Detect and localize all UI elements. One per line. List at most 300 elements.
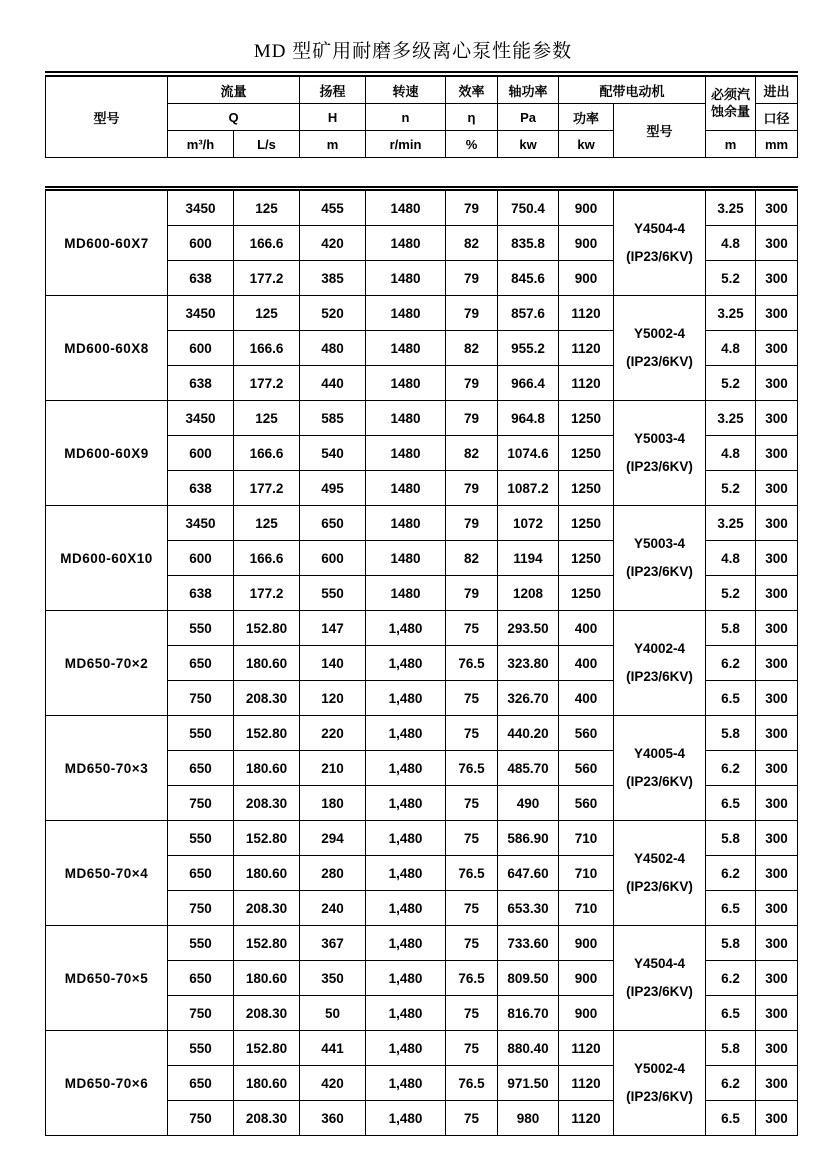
npsh-cell: 5.8 — [706, 716, 756, 751]
flow-ls-cell: 152.80 — [234, 716, 300, 751]
shaft-power-cell: 880.40 — [498, 1031, 559, 1066]
unit-ls: L/s — [234, 131, 300, 158]
head-cell: 240 — [300, 891, 366, 926]
flow-m3h-cell: 3450 — [168, 506, 234, 541]
shaft-power-cell: 293.50 — [498, 611, 559, 646]
head-cell: 440 — [300, 366, 366, 401]
head-cell: 420 — [300, 1066, 366, 1101]
port-diameter-cell: 300 — [756, 576, 798, 611]
speed-cell: 1,480 — [366, 961, 446, 996]
efficiency-cell: 75 — [446, 681, 498, 716]
col-header-speed: 转速 — [366, 74, 446, 104]
port-diameter-cell: 300 — [756, 611, 798, 646]
flow-ls-cell: 177.2 — [234, 576, 300, 611]
flow-ls-cell: 180.60 — [234, 1066, 300, 1101]
speed-cell: 1480 — [366, 401, 446, 436]
efficiency-cell: 75 — [446, 786, 498, 821]
motor-power-cell: 400 — [559, 611, 614, 646]
flow-m3h-cell: 600 — [168, 436, 234, 471]
npsh-label-line1: 必须汽 — [711, 87, 751, 103]
npsh-cell: 6.2 — [706, 961, 756, 996]
pump-data-row — [46, 611, 798, 646]
port-diameter-cell: 300 — [756, 856, 798, 891]
flow-m3h-cell: 750 — [168, 891, 234, 926]
npsh-cell: 6.2 — [706, 646, 756, 681]
flow-ls-cell: 177.2 — [234, 261, 300, 296]
col-header-flow: 流量 — [168, 74, 300, 104]
pump-table-body — [46, 189, 798, 1136]
flow-ls-cell: 125 — [234, 506, 300, 541]
efficiency-cell: 79 — [446, 261, 498, 296]
head-cell: 367 — [300, 926, 366, 961]
speed-cell: 1480 — [366, 189, 446, 226]
flow-m3h-cell: 600 — [168, 541, 234, 576]
unit-head-m: m — [300, 131, 366, 158]
port-diameter-cell: 300 — [756, 401, 798, 436]
head-cell: 210 — [300, 751, 366, 786]
flow-ls-cell: 125 — [234, 401, 300, 436]
port-diameter-cell: 300 — [756, 506, 798, 541]
head-cell: 294 — [300, 821, 366, 856]
head-cell: 495 — [300, 471, 366, 506]
head-cell: 520 — [300, 296, 366, 331]
speed-cell: 1480 — [366, 506, 446, 541]
motor-model-spec: (IP23/6KV) — [626, 669, 693, 684]
data-table — [45, 186, 798, 1136]
efficiency-cell: 75 — [446, 996, 498, 1031]
pump-model-cell: MD650-70×3 — [46, 716, 168, 821]
motor-power-cell: 900 — [559, 961, 614, 996]
motor-model-spec: (IP23/6KV) — [626, 984, 693, 999]
npsh-label-line2: 蚀余量 — [711, 103, 751, 119]
npsh-cell: 3.25 — [706, 296, 756, 331]
unit-shaft-kw: kw — [498, 131, 559, 158]
flow-m3h-cell: 3450 — [168, 401, 234, 436]
shaft-power-cell: 955.2 — [498, 331, 559, 366]
flow-m3h-cell: 650 — [168, 856, 234, 891]
efficiency-cell: 76.5 — [446, 1066, 498, 1101]
flow-m3h-cell: 750 — [168, 786, 234, 821]
pump-model-cell: MD650-70×4 — [46, 821, 168, 926]
npsh-cell: 6.5 — [706, 996, 756, 1031]
efficiency-cell: 82 — [446, 541, 498, 576]
shaft-power-cell: 733.60 — [498, 926, 559, 961]
flow-m3h-cell: 650 — [168, 961, 234, 996]
speed-cell: 1,480 — [366, 1031, 446, 1066]
flow-ls-cell: 208.30 — [234, 891, 300, 926]
motor-model-name: Y5002-4 — [633, 325, 686, 341]
shaft-power-cell: 1208 — [498, 576, 559, 611]
port-diameter-cell: 300 — [756, 1066, 798, 1101]
pump-data-row — [46, 401, 798, 436]
head-cell: 480 — [300, 331, 366, 366]
motor-power-cell: 900 — [559, 189, 614, 226]
col-header-model: 型号 — [46, 74, 168, 158]
head-cell: 180 — [300, 786, 366, 821]
motor-power-label: 功率 — [559, 104, 614, 131]
port-diameter-cell: 300 — [756, 436, 798, 471]
port-diameter-cell: 300 — [756, 1031, 798, 1066]
motor-power-cell: 1250 — [559, 576, 614, 611]
npsh-cell: 6.2 — [706, 1066, 756, 1101]
speed-cell: 1480 — [366, 226, 446, 261]
efficiency-cell: 76.5 — [446, 646, 498, 681]
pump-data-row — [46, 1031, 798, 1066]
port-diameter-cell: 300 — [756, 996, 798, 1031]
unit-motor-kw: kw — [559, 131, 614, 158]
speed-cell: 1,480 — [366, 1101, 446, 1136]
flow-m3h-cell: 3450 — [168, 189, 234, 226]
speed-cell: 1,480 — [366, 926, 446, 961]
npsh-cell: 5.8 — [706, 1031, 756, 1066]
motor-model-label: 型号 — [614, 104, 706, 158]
head-cell: 350 — [300, 961, 366, 996]
flow-m3h-cell: 638 — [168, 471, 234, 506]
motor-model-spec: (IP23/6KV) — [626, 564, 693, 579]
shaft-power-cell: 326.70 — [498, 681, 559, 716]
speed-cell: 1480 — [366, 436, 446, 471]
pump-data-row — [46, 716, 798, 751]
shaft-power-cell: 653.30 — [498, 891, 559, 926]
shaft-power-cell: 845.6 — [498, 261, 559, 296]
flow-ls-cell: 152.80 — [234, 926, 300, 961]
flow-ls-cell: 180.60 — [234, 856, 300, 891]
port-diameter-cell: 300 — [756, 926, 798, 961]
port-diameter-cell: 300 — [756, 189, 798, 226]
efficiency-symbol: η — [446, 104, 498, 131]
pump-model-cell: MD600-60X8 — [46, 296, 168, 401]
motor-model-name: Y4504-4 — [633, 955, 686, 971]
npsh-cell: 4.8 — [706, 436, 756, 471]
motor-model-name: Y5003-4 — [633, 430, 686, 446]
motor-model-spec: (IP23/6KV) — [626, 354, 693, 369]
npsh-cell: 6.2 — [706, 856, 756, 891]
pump-model-cell: MD600-60X10 — [46, 506, 168, 611]
npsh-cell: 5.2 — [706, 471, 756, 506]
efficiency-cell: 79 — [446, 506, 498, 541]
motor-power-cell: 1120 — [559, 1031, 614, 1066]
head-cell: 280 — [300, 856, 366, 891]
flow-ls-cell: 180.60 — [234, 751, 300, 786]
port-diameter-cell: 300 — [756, 821, 798, 856]
port-diameter-cell: 300 — [756, 751, 798, 786]
shaft-power-cell: 964.8 — [498, 401, 559, 436]
efficiency-cell: 82 — [446, 331, 498, 366]
flow-m3h-cell: 638 — [168, 366, 234, 401]
flow-m3h-cell: 3450 — [168, 296, 234, 331]
head-cell: 147 — [300, 611, 366, 646]
motor-power-cell: 1120 — [559, 1101, 614, 1136]
port-diameter-cell: 300 — [756, 541, 798, 576]
speed-cell: 1,480 — [366, 891, 446, 926]
pump-data-row — [46, 506, 798, 541]
unit-percent: % — [446, 131, 498, 158]
efficiency-cell: 75 — [446, 611, 498, 646]
npsh-cell: 3.25 — [706, 401, 756, 436]
flow-m3h-cell: 600 — [168, 226, 234, 261]
flow-symbol: Q — [168, 104, 300, 131]
motor-power-cell: 1120 — [559, 331, 614, 366]
speed-cell: 1,480 — [366, 646, 446, 681]
pump-model-cell: MD600-60X9 — [46, 401, 168, 506]
efficiency-cell: 75 — [446, 1031, 498, 1066]
flow-ls-cell: 152.80 — [234, 611, 300, 646]
npsh-cell: 6.2 — [706, 751, 756, 786]
head-cell: 650 — [300, 506, 366, 541]
motor-model-spec: (IP23/6KV) — [626, 1089, 693, 1104]
motor-model-spec: (IP23/6KV) — [626, 459, 693, 474]
npsh-cell: 6.5 — [706, 1101, 756, 1136]
speed-cell: 1,480 — [366, 821, 446, 856]
flow-ls-cell: 180.60 — [234, 961, 300, 996]
pump-data-row — [46, 821, 798, 856]
head-cell: 360 — [300, 1101, 366, 1136]
motor-power-cell: 900 — [559, 926, 614, 961]
npsh-cell: 5.2 — [706, 576, 756, 611]
flow-m3h-cell: 638 — [168, 261, 234, 296]
motor-power-cell: 900 — [559, 261, 614, 296]
speed-cell: 1480 — [366, 296, 446, 331]
motor-model-cell — [614, 821, 706, 926]
flow-ls-cell: 152.80 — [234, 821, 300, 856]
pump-data-row — [46, 926, 798, 961]
shaft-power-cell: 980 — [498, 1101, 559, 1136]
efficiency-cell: 75 — [446, 926, 498, 961]
motor-model-cell — [614, 296, 706, 401]
pump-model-cell: MD600-60X7 — [46, 189, 168, 296]
motor-model-cell — [614, 716, 706, 821]
motor-power-cell: 1120 — [559, 1066, 614, 1101]
motor-model-cell — [614, 926, 706, 1031]
col-header-head: 扬程 — [300, 74, 366, 104]
npsh-cell: 5.8 — [706, 611, 756, 646]
port-diameter-cell: 300 — [756, 681, 798, 716]
flow-ls-cell: 208.30 — [234, 1101, 300, 1136]
motor-model-name: Y5002-4 — [633, 1060, 686, 1076]
shaft-power-cell: 1194 — [498, 541, 559, 576]
speed-cell: 1480 — [366, 471, 446, 506]
shaft-power-cell: 323.80 — [498, 646, 559, 681]
shaft-power-cell: 647.60 — [498, 856, 559, 891]
flow-m3h-cell: 550 — [168, 716, 234, 751]
shaft-power-cell: 809.50 — [498, 961, 559, 996]
shaft-power-cell: 966.4 — [498, 366, 559, 401]
pump-model-cell: MD650-70×5 — [46, 926, 168, 1031]
motor-power-cell: 900 — [559, 996, 614, 1031]
head-cell: 120 — [300, 681, 366, 716]
flow-ls-cell: 208.30 — [234, 681, 300, 716]
speed-cell: 1480 — [366, 366, 446, 401]
motor-power-cell: 1250 — [559, 506, 614, 541]
port-diameter-cell: 300 — [756, 786, 798, 821]
speed-cell: 1480 — [366, 331, 446, 366]
head-cell: 600 — [300, 541, 366, 576]
port-diameter-cell: 300 — [756, 331, 798, 366]
motor-power-cell: 900 — [559, 226, 614, 261]
motor-model-spec: (IP23/6KV) — [626, 774, 693, 789]
flow-m3h-cell: 750 — [168, 681, 234, 716]
unit-npsh-m: m — [706, 131, 756, 158]
flow-m3h-cell: 650 — [168, 751, 234, 786]
npsh-cell: 6.5 — [706, 786, 756, 821]
shaft-power-cell: 485.70 — [498, 751, 559, 786]
efficiency-cell: 79 — [446, 296, 498, 331]
efficiency-cell: 82 — [446, 436, 498, 471]
col-header-efficiency: 效率 — [446, 74, 498, 104]
motor-power-cell: 710 — [559, 891, 614, 926]
efficiency-cell: 79 — [446, 401, 498, 436]
motor-model-name: Y4005-4 — [633, 745, 686, 761]
pump-data-row — [46, 189, 798, 226]
port-diameter-cell: 300 — [756, 716, 798, 751]
flow-ls-cell: 166.6 — [234, 541, 300, 576]
speed-symbol: n — [366, 104, 446, 131]
efficiency-cell: 79 — [446, 576, 498, 611]
motor-power-cell: 400 — [559, 646, 614, 681]
efficiency-cell: 76.5 — [446, 961, 498, 996]
port-diameter-cell: 300 — [756, 296, 798, 331]
motor-power-cell: 1250 — [559, 541, 614, 576]
page-title: MD 型矿用耐磨多级离心泵性能参数 — [253, 41, 573, 62]
flow-ls-cell: 125 — [234, 296, 300, 331]
head-cell: 585 — [300, 401, 366, 436]
motor-model-name: Y4502-4 — [633, 850, 686, 866]
speed-cell: 1,480 — [366, 716, 446, 751]
port-diameter-cell: 300 — [756, 366, 798, 401]
col-header-port-line2: 口径 — [756, 104, 798, 131]
flow-ls-cell: 177.2 — [234, 471, 300, 506]
head-cell: 50 — [300, 996, 366, 1031]
head-cell: 385 — [300, 261, 366, 296]
flow-m3h-cell: 550 — [168, 821, 234, 856]
efficiency-cell: 79 — [446, 366, 498, 401]
flow-ls-cell: 166.6 — [234, 436, 300, 471]
pump-model-cell: MD650-70×6 — [46, 1031, 168, 1136]
motor-power-cell: 1250 — [559, 401, 614, 436]
head-cell: 140 — [300, 646, 366, 681]
flow-ls-cell: 125 — [234, 189, 300, 226]
flow-ls-cell: 208.30 — [234, 996, 300, 1031]
speed-cell: 1,480 — [366, 856, 446, 891]
col-header-npsh — [706, 74, 756, 131]
motor-model-spec: (IP23/6KV) — [626, 879, 693, 894]
npsh-cell: 5.2 — [706, 261, 756, 296]
motor-power-cell: 1250 — [559, 436, 614, 471]
npsh-cell: 4.8 — [706, 226, 756, 261]
motor-power-cell: 560 — [559, 716, 614, 751]
port-diameter-cell: 300 — [756, 226, 798, 261]
motor-power-cell: 400 — [559, 681, 614, 716]
motor-model-spec: (IP23/6KV) — [626, 249, 693, 264]
flow-m3h-cell: 550 — [168, 926, 234, 961]
efficiency-cell: 79 — [446, 189, 498, 226]
flow-m3h-cell: 750 — [168, 1101, 234, 1136]
speed-cell: 1480 — [366, 541, 446, 576]
head-cell: 540 — [300, 436, 366, 471]
npsh-cell: 5.8 — [706, 821, 756, 856]
speed-cell: 1,480 — [366, 996, 446, 1031]
shaft-power-cell: 971.50 — [498, 1066, 559, 1101]
motor-power-cell: 560 — [559, 786, 614, 821]
col-header-port-line1: 进出 — [756, 74, 798, 104]
shaft-power-cell: 440.20 — [498, 716, 559, 751]
motor-model-cell — [614, 611, 706, 716]
efficiency-cell: 75 — [446, 716, 498, 751]
unit-m3h: m³/h — [168, 131, 234, 158]
speed-cell: 1,480 — [366, 681, 446, 716]
npsh-cell: 6.5 — [706, 681, 756, 716]
flow-ls-cell: 180.60 — [234, 646, 300, 681]
efficiency-cell: 79 — [446, 471, 498, 506]
header-row-1 — [46, 74, 798, 104]
shaft-power-cell: 1072 — [498, 506, 559, 541]
col-header-shaft-power: 轴功率 — [498, 74, 559, 104]
flow-ls-cell: 208.30 — [234, 786, 300, 821]
npsh-cell: 4.8 — [706, 331, 756, 366]
shaft-power-cell: 1074.6 — [498, 436, 559, 471]
speed-cell: 1480 — [366, 261, 446, 296]
flow-m3h-cell: 750 — [168, 996, 234, 1031]
col-header-motor-group: 配带电动机 — [559, 74, 706, 104]
motor-power-cell: 1250 — [559, 471, 614, 506]
motor-model-name: Y4002-4 — [633, 640, 686, 656]
npsh-cell: 5.8 — [706, 926, 756, 961]
motor-power-cell: 710 — [559, 856, 614, 891]
head-cell: 441 — [300, 1031, 366, 1066]
head-cell: 220 — [300, 716, 366, 751]
flow-m3h-cell: 650 — [168, 646, 234, 681]
speed-cell: 1,480 — [366, 1066, 446, 1101]
motor-power-cell: 560 — [559, 751, 614, 786]
efficiency-cell: 82 — [446, 226, 498, 261]
motor-model-cell — [614, 189, 706, 296]
shaft-power-cell: 835.8 — [498, 226, 559, 261]
unit-rpm: r/min — [366, 131, 446, 158]
speed-cell: 1,480 — [366, 786, 446, 821]
flow-ls-cell: 166.6 — [234, 331, 300, 366]
shaft-power-cell: 586.90 — [498, 821, 559, 856]
flow-m3h-cell: 600 — [168, 331, 234, 366]
header-table — [45, 71, 798, 158]
motor-model-cell — [614, 1031, 706, 1136]
efficiency-cell: 75 — [446, 821, 498, 856]
port-diameter-cell: 300 — [756, 891, 798, 926]
shaft-power-cell: 1087.2 — [498, 471, 559, 506]
pump-data-row — [46, 296, 798, 331]
shaft-power-cell: 750.4 — [498, 189, 559, 226]
shaft-power-cell: 816.70 — [498, 996, 559, 1031]
shaft-power-cell: 490 — [498, 786, 559, 821]
efficiency-cell: 75 — [446, 891, 498, 926]
flow-m3h-cell: 550 — [168, 1031, 234, 1066]
npsh-cell: 5.2 — [706, 366, 756, 401]
efficiency-cell: 76.5 — [446, 856, 498, 891]
unit-port-mm: mm — [756, 131, 798, 158]
motor-model-name: Y5003-4 — [633, 535, 686, 551]
motor-power-cell: 1120 — [559, 296, 614, 331]
motor-power-cell: 1120 — [559, 366, 614, 401]
npsh-cell: 4.8 — [706, 541, 756, 576]
npsh-cell: 3.25 — [706, 189, 756, 226]
flow-ls-cell: 166.6 — [234, 226, 300, 261]
motor-model-name: Y4504-4 — [633, 220, 686, 236]
npsh-cell: 6.5 — [706, 891, 756, 926]
pump-model-cell: MD650-70×2 — [46, 611, 168, 716]
efficiency-cell: 75 — [446, 1101, 498, 1136]
flow-ls-cell: 177.2 — [234, 366, 300, 401]
efficiency-cell: 76.5 — [446, 751, 498, 786]
port-diameter-cell: 300 — [756, 961, 798, 996]
